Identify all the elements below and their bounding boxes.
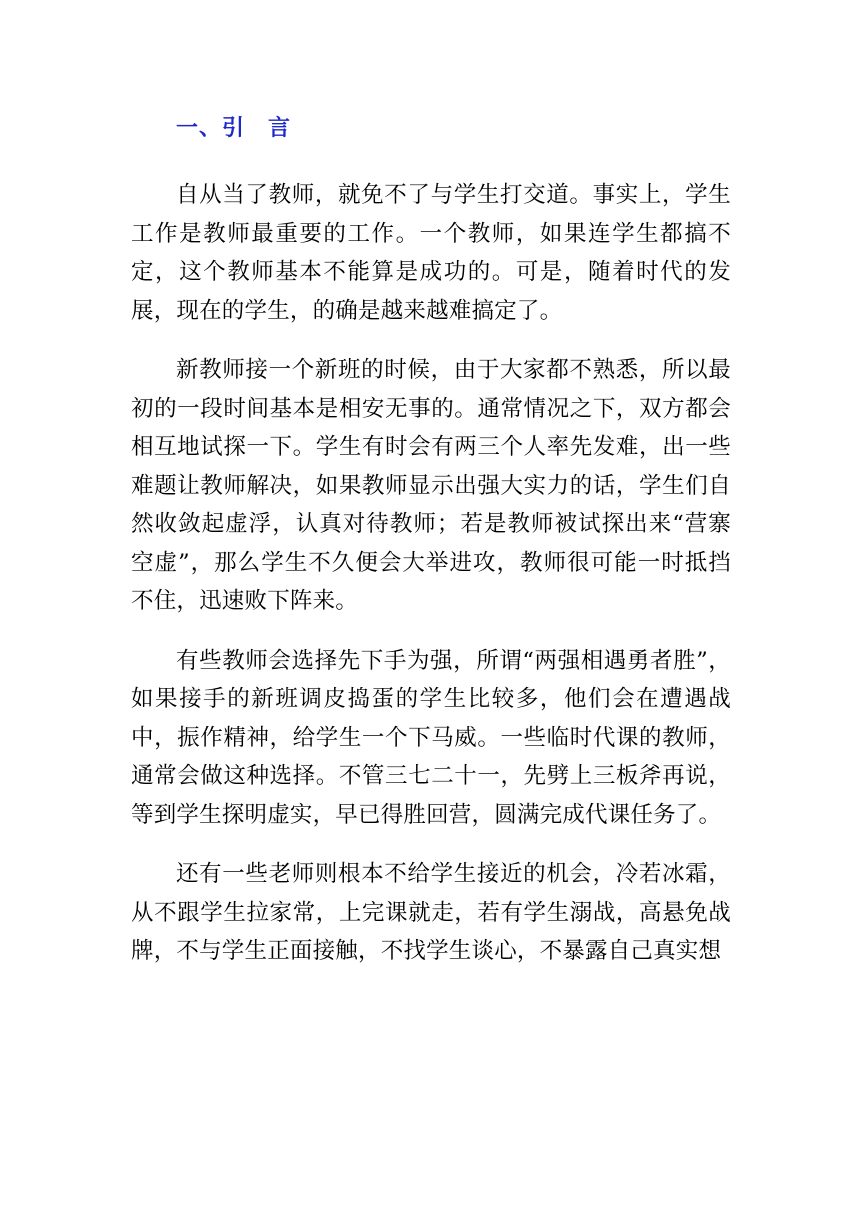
- paragraph-2: 新教师接一个新班的时候，由于大家都不熟悉，所以最初的一段时间基本是相安无事的。通常情况之下，双方都会相互地试探一下。学生有时会有两三个人率先发难，出一些难题让教师解决，如果教师显示出强大实力的话，学生们自然收敛起虚浮，认真对待教师；若是教师被试探出来“营寨空虚”，那么学生不久便会大举进攻，教师很可能一时抵挡不住，迅速败下阵来。: [131, 357, 731, 614]
- paragraph-3: 有些教师会选择先下手为强，所谓“两强相遇勇者胜”，如果接手的新班调皮捣蛋的学生比较多，他们会在遭遇战中，振作精神，给学生一个下马威。一些临时代课的教师，通常会做这种选择。不管三七二十一，先劈上三板斧再说，等到学生探明虚实，早已得胜回营，圆满完成代课任务了。: [131, 647, 731, 828]
- body-text: [131, 176, 731, 992]
- paragraph-4: 还有一些老师则根本不给学生接近的机会，冷若冰霜，从不跟学生拉家常，上完课就走，若有学生溺战，高悬免战牌，不与学生正面接触，不找学生谈心，不暴露自己真实想: [131, 861, 731, 964]
- section-heading: 一、引 言: [176, 115, 292, 141]
- paragraph-1: 自从当了教师，就免不了与学生打交道。事实上，学生工作是教师最重要的工作。一个教师，如果连学生都搞不定，这个教师基本不能算是成功的。可是，随着时代的发展，现在的学生，的确是越来越难搞定了。: [131, 182, 731, 324]
